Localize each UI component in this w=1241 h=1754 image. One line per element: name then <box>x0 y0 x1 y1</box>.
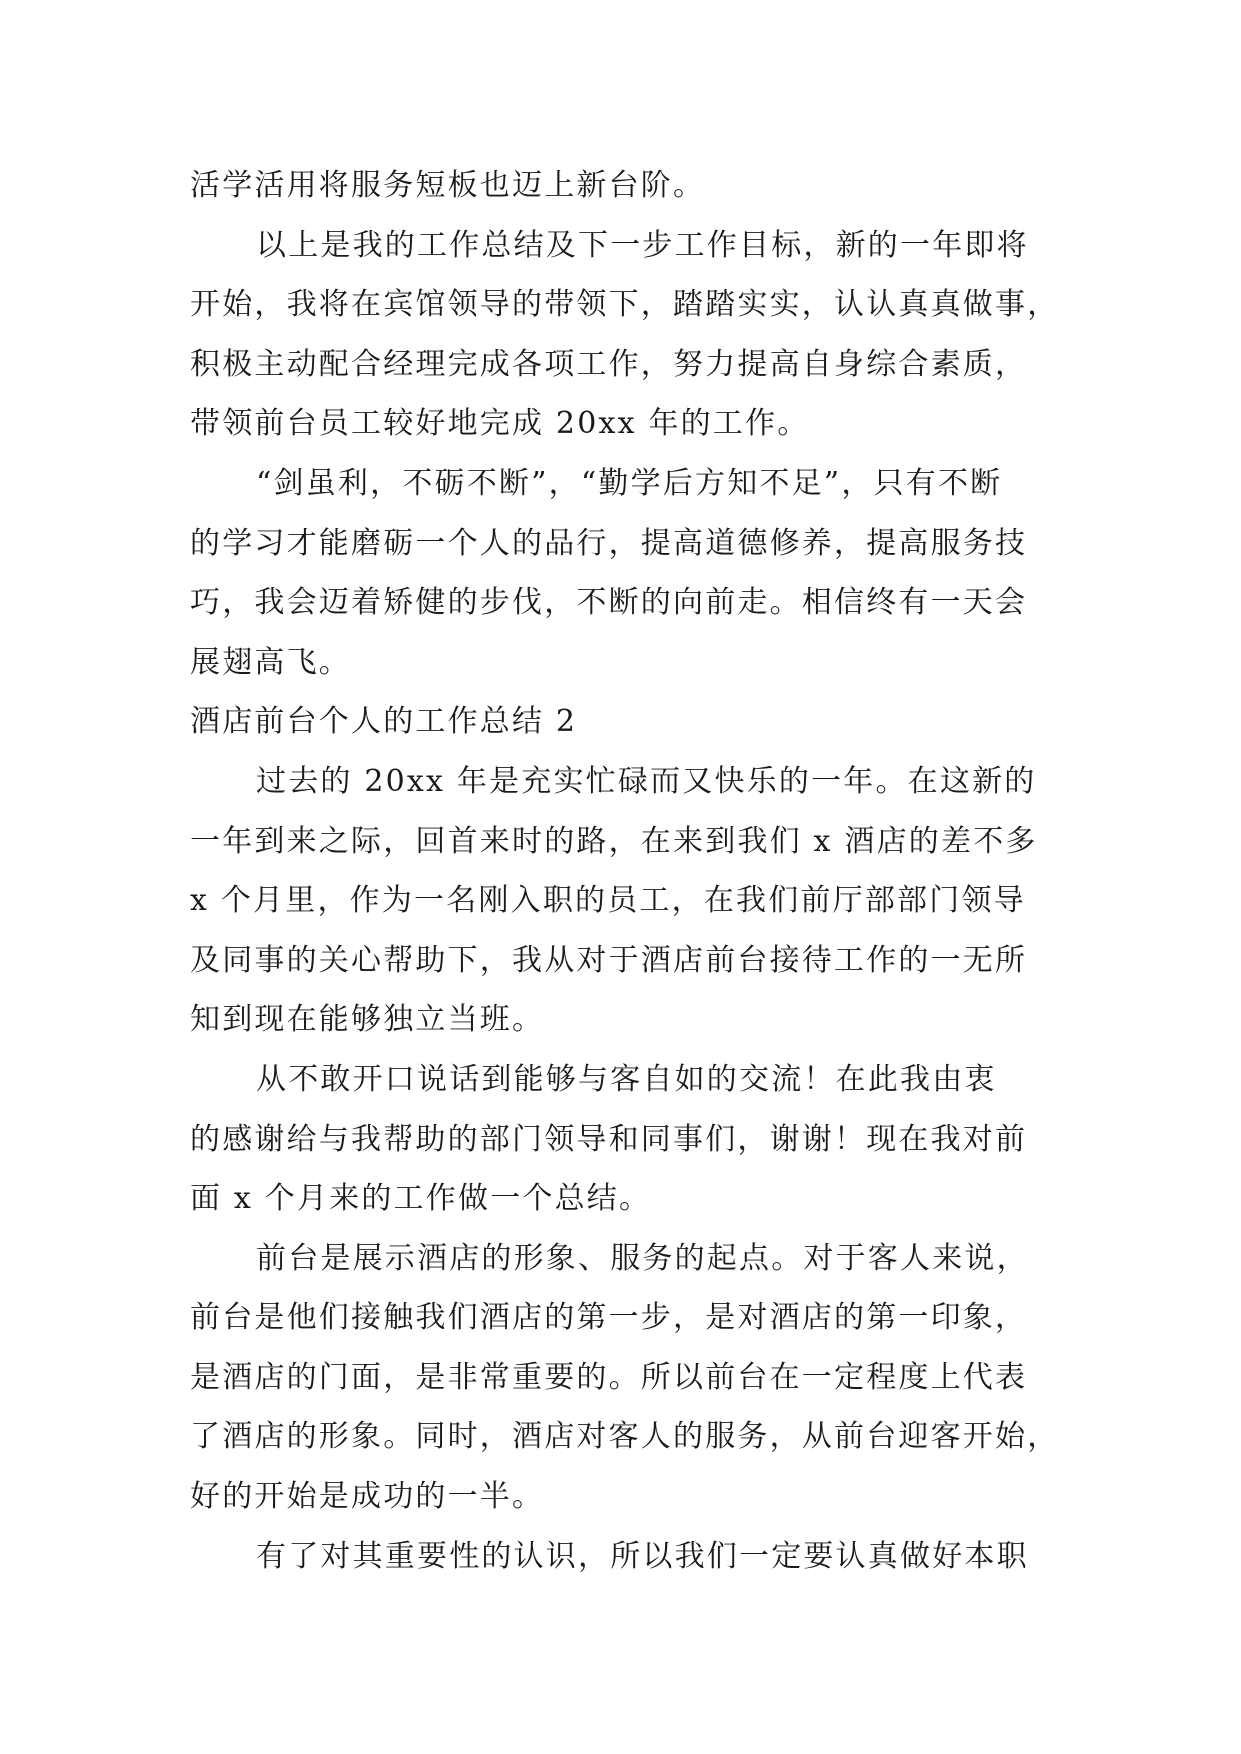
text-line: 知到现在能够独立当班。 <box>190 1002 545 1038</box>
paragraph-first-line: 过去的 20xx 年是充实忙碌而又快乐的一年。在这新的 <box>256 763 1037 799</box>
text-line: 的学习才能磨砺一个人的品行，提高道德修养，提高服务技 <box>190 525 1028 561</box>
text-line: 好的开始是成功的一半。 <box>190 1479 545 1515</box>
text-line: x 个月里，作为一名刚入职的员工，在我们前厅部部门领导 <box>190 883 1026 919</box>
paragraph-first-line: 从不敢开口说话到能够与客自如的交流！在此我由衷 <box>256 1061 997 1097</box>
text-line: 是酒店的门面，是非常重要的。所以前台在一定程度上代表 <box>190 1359 1028 1395</box>
section-heading: 酒店前台个人的工作总结 2 <box>190 704 578 740</box>
text-line: 的感谢给与我帮助的部门领导和同事们，谢谢！现在我对前 <box>190 1121 1028 1157</box>
text-line: 积极主动配合经理完成各项工作，努力提高自身综合素质， <box>190 346 1028 382</box>
text-line: 面 x 个月来的工作做一个总结。 <box>190 1181 652 1217</box>
paragraph-first-line: 前台是展示酒店的形象、服务的起点。对于客人来说， <box>256 1240 1029 1276</box>
text-line: 了酒店的形象。同时，酒店对客人的服务，从前台迎客开始， <box>190 1419 1060 1455</box>
text-line: 巧，我会迈着矫健的步伐，不断的向前走。相信终有一天会 <box>190 585 1028 621</box>
text-line: 展翅高飞。 <box>190 644 351 680</box>
body-text <box>190 156 1070 1586</box>
text-line: 带领前台员工较好地完成 20xx 年的工作。 <box>190 406 810 442</box>
text-line: 前台是他们接触我们酒店的第一步，是对酒店的第一印象， <box>190 1300 1028 1336</box>
paragraph-first-line: 有了对其重要性的认识，所以我们一定要认真做好本职 <box>256 1538 1029 1574</box>
text-line: 开始，我将在宾馆领导的带领下，踏踏实实，认认真真做事， <box>190 287 1060 323</box>
text-line: 活学活用将服务短板也迈上新台阶。 <box>190 168 706 203</box>
paragraph-first-line: 以上是我的工作总结及下一步工作目标，新的一年即将 <box>256 227 1029 263</box>
text-line: 一年到来之际，回首来时的路，在来到我们 x 酒店的差不多 <box>190 823 1038 859</box>
paragraph-first-line: “剑虽利，不砺不断”，“勤学后方知不足”，只有不断 <box>256 465 1003 501</box>
text-line: 及同事的关心帮助下，我从对于酒店前台接待工作的一无所 <box>190 942 1028 978</box>
